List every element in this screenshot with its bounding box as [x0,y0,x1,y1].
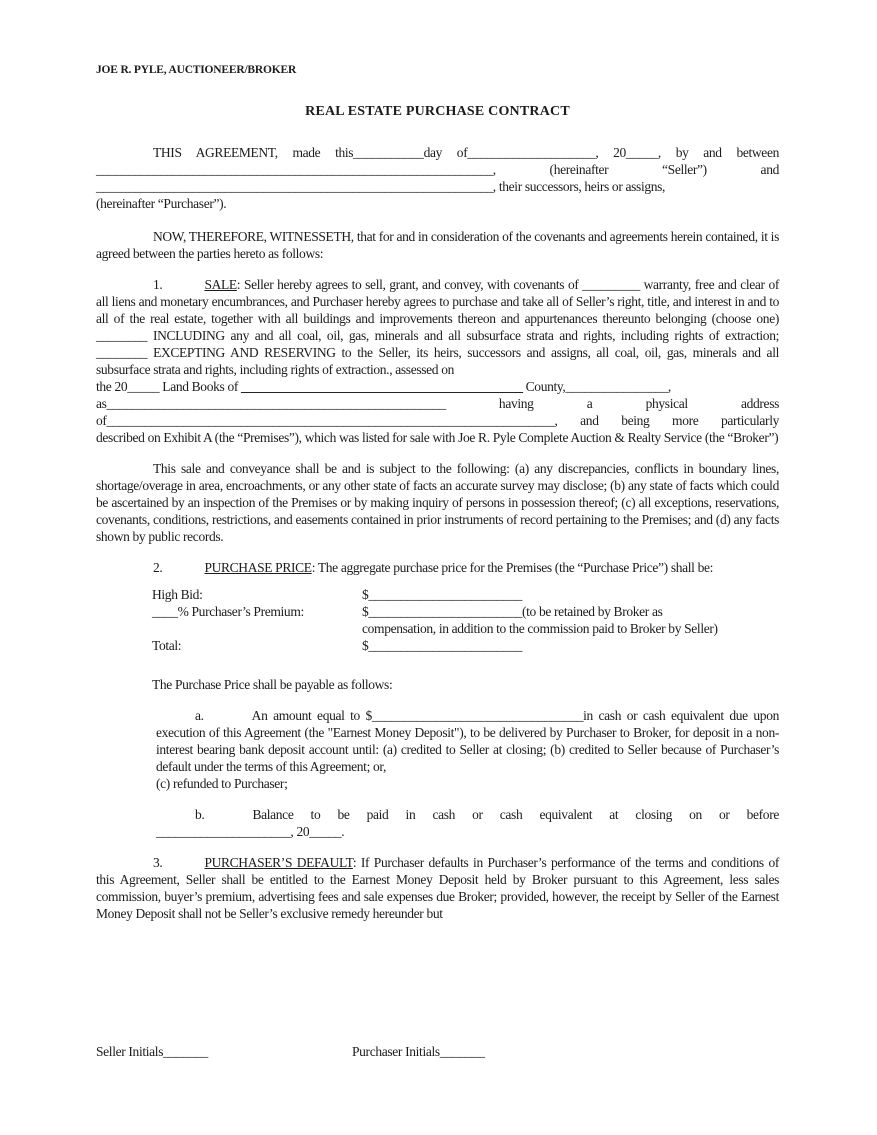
price-table [96,586,779,654]
land-books-line [96,378,779,395]
item-b-line-1 [156,806,779,823]
intro-line-1: THIS AGREEMENT, made this___________day of____________________, 20_____, by and between [153,145,779,160]
total-blank: $________________________ [362,638,523,653]
item-b-date-blank-line: _____________________, 20_____. [156,824,345,839]
section-2-heading: PURCHASE PRICE [204,560,312,575]
section-3-purchasers-default [96,854,779,922]
section-3-heading: PURCHASER’S DEFAULT [204,855,353,870]
section-3-number: 3. [153,855,163,870]
premium-note: compensation, in addition to the commission paid to Broker by Seller) [362,621,718,636]
subject-to-paragraph: This sale and conveyance shall be and is subject to the following: (a) any discrepancies, conflicts in boundary lines, shortage/overage in area, encroachments, or any other state of facts an accurate survey may disclose; (b) any state of facts which could be ascertained by an inspection of the Premises or by making inquiry of persons in possession thereof; (c) all exceptions, reservations, covenants, conditions, restrictions, and easements contained in prior instruments of record pertaining to the Premises; and (d) any facts shown by public records. [96,461,779,544]
section-1-text: : Seller hereby agrees to sell, grant, and convey, with covenants of _________ warranty, free and clear of all liens and monetary encumbrances, and Purchaser hereby agrees to purchase and take all of Seller’s right, title, and interest in and to all of the real estate, together with all buildings and improvements thereon and appurtenances thereunto belonging (choose one) ________ INCLUDING any and all coal, oil, gas, minerals and all subsurface strata and rights, including rights of extraction; ________ EXCEPTING AND RESERVING to the Seller, its heirs, successors and assigns, all coal, oil, gas, minerals and all subsurface strata and rights, including rights of extraction., assessed on [96,277,779,377]
payable-intro: The Purchase Price shall be payable as follows: [152,677,393,692]
section-2-purchase-price [96,559,779,576]
document-title: REAL ESTATE PURCHASE CONTRACT [305,104,570,119]
section-1-body [96,276,779,378]
empty-label [152,620,362,637]
section-3-text: : If Purchaser defaults in Purchaser’s performance of the terms and conditions of this Agreement, Seller shall be entitled to the Earnest Money Deposit held by Broker pursuant to this Agreement, less sales commission, buyer’s premium, advertising fees and sale expenses due Broker; provided, however, the receipt by Seller of the Earnest Money Deposit shall not be Seller’s exclusive remedy hereunder but [96,855,779,921]
item-a-last-line: (c) refunded to Purchaser; [156,776,288,791]
physical-address-line-2: of______________________________________________________________________, and being more particularly [96,413,779,428]
item-a-text: An amount equal to $_________________________________in cash or cash equivalent due upon execution of this Agreement (the "Earnest Money Deposit"), to be delivered by Purchaser to Broker, for deposit in a non-interest bearing bank deposit account until: (a) credited to Seller at closing; (b) credited to Seller because of Purchaser’s default under the terms of this Agreement; or, [156,708,779,774]
intro-line-4: (hereinafter “Purchaser”). [96,196,227,211]
item-b-letter: b. [195,807,205,822]
premium-label: ____% Purchaser’s Premium: [152,604,304,619]
initials-footer [96,1043,779,1063]
section-1-heading: SALE [204,277,237,292]
price-row-premium [96,603,779,620]
intro-paragraph [96,144,779,212]
purchaser-initials-blank: Purchaser Initials_______ [352,1044,485,1059]
intro-line-3-purchaser-blank: ______________________________________________________________, their successors, heirs or assigns, [96,179,666,194]
item-b-text: Balance to be paid in cash or cash equivalent at closing on or before [252,807,779,822]
physical-address-line-1: as_____________________________________________________ having a physical address [96,396,779,411]
land-books-pre: the 20_____ Land Books of [96,379,242,394]
high-bid-blank: $________________________ [362,587,523,602]
total-label: Total: [152,638,182,653]
broker-header: JOE R. PYLE, AUCTIONEER/BROKER [96,64,297,76]
land-books-blank-line: ____________________________________________ [241,379,523,394]
price-row-total [96,637,779,654]
item-a-letter: a. [195,708,204,723]
item-a-body [156,707,779,775]
witnesseth-paragraph: NOW, THEREFORE, WITNESSETH, that for and in consideration of the covenants and agreements herein contained, it is agreed between the parties hereto as follows: [96,229,779,261]
intro-line-2-seller-blank: ______________________________________________________________, (hereinafter “Seller”) and [96,162,779,177]
seller-initials-blank: Seller Initials_______ [96,1044,208,1059]
section-2-number: 2. [153,560,163,575]
section-1-tail: described on Exhibit A (the “Premises”), which was listed for sale with Joe R. Pyle Complete Auction & Realty Service (the “Broker”) [96,430,779,445]
price-row-premium-note [96,620,779,637]
section-1-sale [96,276,779,446]
item-a-earnest-money [96,707,779,792]
land-books-post: County,________________, [522,379,671,394]
price-row-high-bid [96,586,779,603]
section-2-text: : The aggregate purchase price for the Premises (the “Purchase Price”) shall be: [311,560,714,575]
item-b-balance [96,806,779,840]
premium-blank: $________________________(to be retained by Broker as [362,604,663,619]
section-1-number: 1. [153,277,163,292]
high-bid-label: High Bid: [152,587,203,602]
